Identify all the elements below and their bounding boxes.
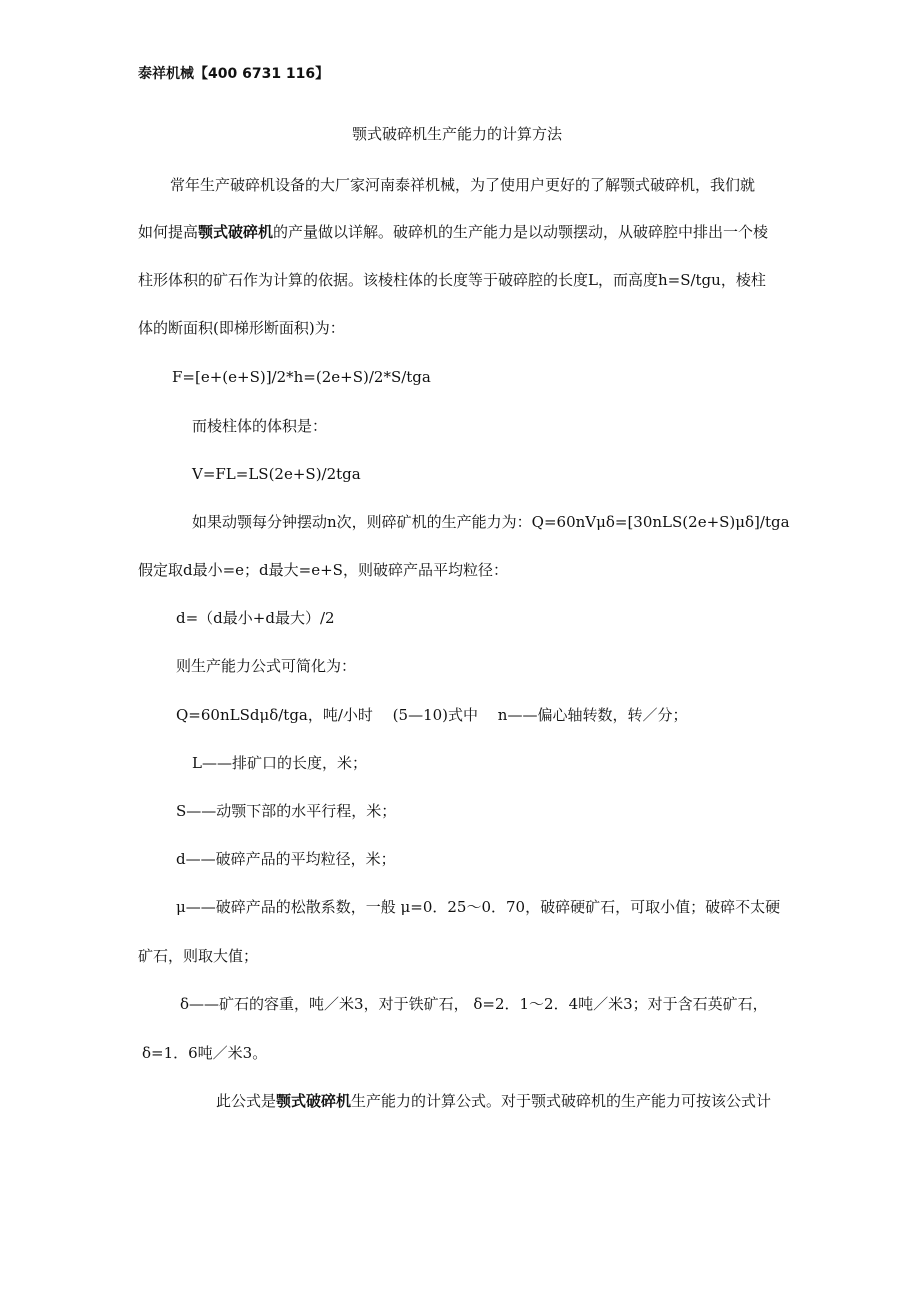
text-run: 的产量做以详解。破碎机的生产能力是以动颚摆动，从破碎腔中排出一个棱 bbox=[273, 223, 769, 241]
bold-keyword: 颚式破碎机 bbox=[198, 223, 274, 241]
bold-keyword: 颚式破碎机 bbox=[276, 1092, 352, 1110]
text-line: 而棱柱体的体积是： bbox=[192, 417, 328, 435]
formula-line: Q=60nLSdμδ/tga，吨/小时 (5—10)式中 n——偏心轴转数，转／分； bbox=[176, 706, 688, 724]
paragraph-line: 体的断面积(即梯形断面积)为： bbox=[138, 319, 345, 337]
page-title: 颚式破碎机生产能力的计算方法 bbox=[352, 125, 563, 143]
text-line: 假定取d最小=e；d最大=e+S，则破碎产品平均粒径： bbox=[138, 561, 508, 579]
header-contact: 泰祥机械【400 6731 116】 bbox=[138, 66, 330, 82]
definition-line: L——排矿口的长度，米； bbox=[192, 754, 367, 772]
paragraph-line bbox=[216, 1091, 771, 1111]
definition-line: 矿石，则取大值； bbox=[138, 947, 259, 965]
paragraph-line bbox=[138, 222, 768, 242]
definition-line: d——破碎产品的平均粒径，米； bbox=[176, 850, 396, 868]
definition-line: δ——矿石的容重，吨／米3，对于铁矿石， δ=2．1～2．4吨／米3；对于含石英矿石， bbox=[180, 995, 768, 1013]
text-line: 如果动颚每分钟摆动n次，则碎矿机的生产能力为：Q=60nVμδ=[30nLS(2e+S)μδ]/tga bbox=[192, 513, 790, 531]
paragraph-line: 常年生产破碎机设备的大厂家河南泰祥机械，为了使用户更好的了解颚式破碎机，我们就 bbox=[170, 176, 756, 194]
definition-line: S——动颚下部的水平行程，米； bbox=[176, 802, 397, 820]
formula-line: d=（d最小+d最大）/2 bbox=[176, 609, 335, 627]
definition-line: δ=1．6吨／米3。 bbox=[142, 1044, 268, 1062]
definition-line: μ——破碎产品的松散系数，一般 μ=0．25～0．70，破碎硬矿石，可取小值；破碎不太硬 bbox=[176, 898, 781, 916]
paragraph-line: 柱形体积的矿石作为计算的依据。该棱柱体的长度等于破碎腔的长度L，而高度h=S/tgu，棱柱 bbox=[138, 271, 766, 289]
text-run: 生产能力的计算公式。对于颚式破碎机的生产能力可按该公式计 bbox=[351, 1092, 772, 1110]
text-run: 如何提高 bbox=[138, 223, 199, 241]
text-run: 此公式是 bbox=[216, 1092, 277, 1110]
formula-line: F=[e+(e+S)]/2*h=(2e+S)/2*S/tga bbox=[172, 368, 431, 386]
text-line: 则生产能力公式可简化为： bbox=[176, 657, 357, 675]
formula-line: V=FL=LS(2e+S)/2tga bbox=[192, 465, 361, 483]
